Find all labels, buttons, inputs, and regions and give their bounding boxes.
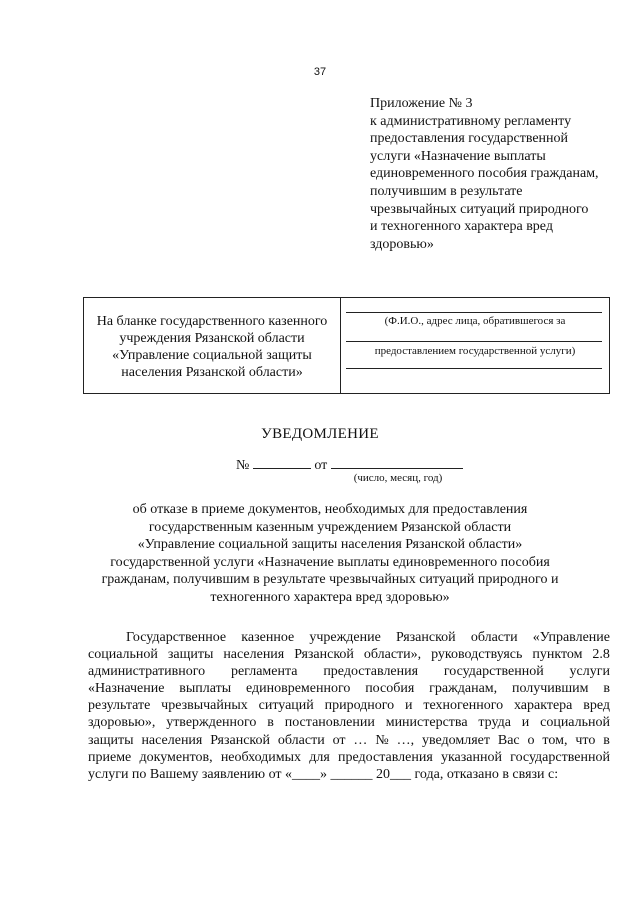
body-last-line: услуги по Вашему заявлению от «____» ______ 20___ года, отказано в связи с: [88,766,559,782]
body-word: природного [324,698,395,714]
body-word: пособия [365,681,415,697]
body-word: результате [88,698,151,714]
body-word: № [375,732,389,748]
letterhead-line: «Управление социальной защиты [112,348,312,363]
letterhead-table [83,297,610,394]
body-word: что [575,732,596,748]
page-number: 37 [313,66,327,78]
body-line [88,680,610,697]
body-word: Вас [497,732,520,748]
body-line [88,629,610,646]
appendix-block [370,95,640,253]
appendix-line: услуги «Назначение выплаты [370,148,546,164]
body-word: государственной [510,749,610,765]
date-hint: (число, месяц, год) [353,472,443,484]
body-word: учреждение [309,630,381,645]
date-blank [331,455,463,469]
body-word: от [332,732,346,748]
body-line [88,663,610,680]
body-word: вред [583,698,610,714]
body-word: чрезвычайных [161,698,248,714]
body-word: Рязанской [395,630,456,645]
body-word: предоставления [323,664,419,680]
subject-line: государственным казенным учреждением Рязанской области [148,519,512,535]
body-line [88,714,610,731]
subject-line: гражданам, получившим в результате чрезвычайных ситуаций природного и [101,572,559,588]
body-word: здоровью», [88,715,156,731]
body-word: необходимых [220,749,302,765]
body-word: гражданам, [429,681,498,697]
body-word: указанной [440,749,502,765]
body-word: труда [478,715,511,731]
body-word: области [277,732,325,748]
recipient-blank-line [346,341,602,342]
body-word: постановлении [284,715,375,731]
body-word: выплаты [179,681,232,697]
body-line [88,749,610,766]
number-label: № [236,458,250,473]
body-word: населения [141,732,203,748]
body-word: в [603,681,610,697]
body-word: административного [88,664,206,680]
from-label: от [314,458,328,473]
recipient-blank-line [346,368,602,369]
body-word: области», [363,647,422,663]
body-word: в [267,715,274,731]
appendix-line: чрезвычайных ситуаций природного [370,201,589,217]
body-word: и [521,715,530,731]
subject-line: государственной услуги «Назначение выплаты единовременного пособия [110,554,550,570]
body-word: о [527,732,535,748]
body-word: населения [223,647,285,663]
body-word: получившим [511,681,589,697]
body-word: приеме [88,749,132,765]
letterhead-line: На бланке государственного казенного [96,314,328,329]
body-word: казенное [241,630,295,645]
body-word: в [603,732,610,748]
body-word: утвержденного [166,715,257,731]
body-word: защиты [167,647,214,663]
body-word: единовременного [245,681,351,697]
letterhead-line: учреждения Рязанской области [119,331,305,346]
body-word: государственной [443,664,544,680]
body-word: и [405,698,413,714]
body-word: … [353,732,368,748]
body-word: характера [513,698,573,714]
appendix-line: и техногенного характера вред [370,219,553,235]
recipient-hint-2: предоставлением государственной услуги) [374,345,576,357]
body-line [88,697,610,714]
body-line [88,732,610,749]
body-paragraph [88,629,610,783]
body-word: 2.8 [592,647,610,663]
recipient-cell [341,298,609,393]
body-word: уведомляет [421,732,490,748]
appendix-line: здоровью» [370,236,434,252]
subject-line: «Управление социальной защиты населения Рязанской области» [137,537,523,553]
letterhead-line: населения Рязанской области» [121,365,303,380]
body-word: пунктом [532,647,583,663]
body-word: том, [542,732,568,748]
appendix-line: единовременного пособия гражданам, [370,166,599,182]
body-word: документов, [139,749,213,765]
body-word: Рязанской [294,647,354,663]
body-word: предоставления [338,749,433,765]
recipient-hint-1: (Ф.И.О., адрес лица, обратившегося за [384,315,566,327]
body-word: …, [396,732,415,748]
body-word: для [309,749,330,765]
body-word: Рязанской [210,732,270,748]
body-word: Государственное [126,630,227,645]
number-blank [253,455,311,469]
body-word: ситуаций [258,698,314,714]
body-line [88,646,610,663]
body-word: «Управление [532,630,610,645]
subject-line: об отказе в приеме документов, необходимых для предоставления [132,502,528,517]
recipient-blank-line [346,312,602,313]
notice-subject [90,501,570,607]
letterhead-institution-cell [84,298,341,393]
appendix-line: Приложение № 3 [370,96,473,111]
body-word: министерства [385,715,468,731]
appendix-line: получившим в результате [370,183,523,199]
body-word: техногенного [423,698,504,714]
body-word: руководствуясь [431,647,523,663]
body-word: регламента [230,664,298,680]
appendix-line: предоставления государственной [370,131,569,147]
body-word: социальной [88,647,158,663]
body-word: защиты [88,732,134,748]
notice-title: УВЕДОМЛЕНИЕ [261,426,379,442]
appendix-line: к административному регламенту [370,113,572,129]
body-word: социальной [540,715,610,731]
body-word: «Назначение [88,681,165,697]
subject-line: техногенного характера вред здоровью» [210,589,450,605]
body-word: услуги [569,664,610,680]
body-word: области [470,630,518,645]
